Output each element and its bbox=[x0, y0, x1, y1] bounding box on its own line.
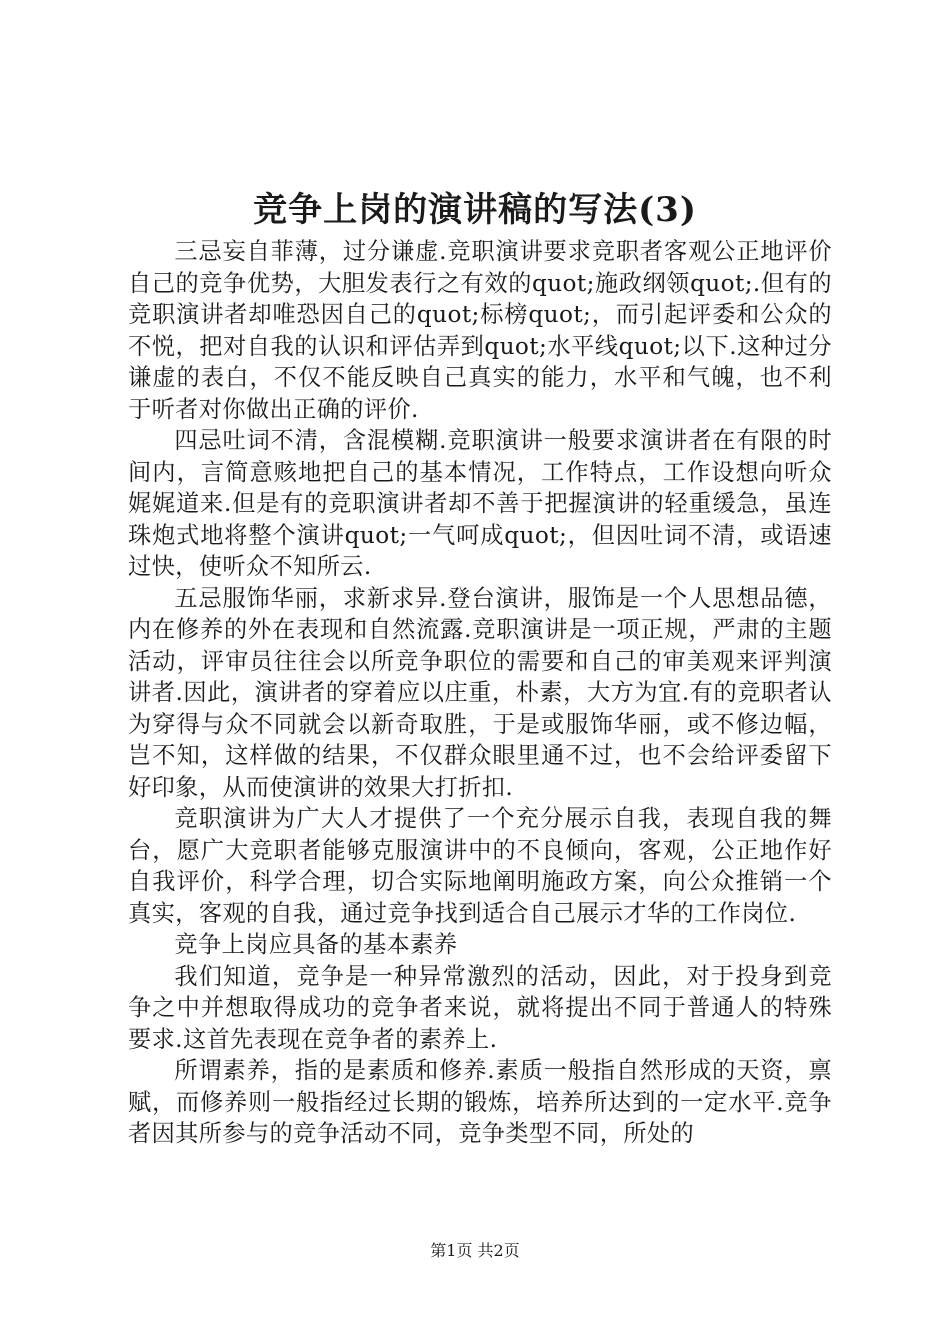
section-heading: 竞争上岗应具备的基本素养 bbox=[174, 931, 458, 958]
document-body bbox=[128, 236, 832, 1150]
paragraph-4: 竞职演讲为广大人才提供了一个充分展示自我，表现自我的舞台，愿广大竞职者能够克服演讲中的不良倾向，客观，公正地作好自我评价，科学合理，切合实际地阐明施政方案，向公众推销一个真实，客观的自我，通过竞争找到适合自己展示才华的工作岗位. bbox=[128, 805, 832, 927]
paragraph-1: 三忌妄自菲薄，过分谦虚.竞职演讲要求竞职者客观公正地评价自己的竞争优势，大胆发表行之有效的quot;施政纲领quot;.但有的竞职演讲者却唯恐因自己的quot;标榜quot;，而引起评委和公众的不悦，把对自我的认识和评估弄到quot;水平线quot;以下.这种过分谦虚的表白，不仅不能反映自己真实的能力，水平和气魄，也不利于听者对你做出正确的评价. bbox=[128, 238, 832, 423]
paragraph-5: 我们知道，竞争是一种异常激烈的活动，因此，对于投身到竞争之中并想取得成功的竞争者来说，就将提出不同于普通人的特殊要求.这首先表现在竞争者的素养上. bbox=[128, 962, 832, 1053]
paragraph-3: 五忌服饰华丽，求新求异.登台演讲，服饰是一个人思想品德，内在修养的外在表现和自然流露.竞职演讲是一项正规，严肃的主题活动，评审员往往会以所竞争职位的需要和自己的审美观来评判演讲者.因此，演讲者的穿着应以庄重，朴素，大方为宜.有的竞职者认为穿得与众不同就会以新奇取胜，于是或服饰华丽，或不修边幅，岂不知，这样做的结果，不仅群众眼里通不过，也不会给评委留下好印象，从而使演讲的效果大打折扣. bbox=[128, 584, 832, 801]
page-footer: 第1页 共2页 bbox=[430, 1241, 520, 1260]
paragraph-2: 四忌吐词不清，含混模糊.竞职演讲一般要求演讲者在有限的时间内，言简意赅地把自己的基本情况，工作特点，工作设想向听众娓娓道来.但是有的竞职演讲者却不善于把握演讲的轻重缓急，虽连珠炮式地将整个演讲quot;一气呵成quot;，但因吐词不清，或语速过快，使听众不知所云. bbox=[128, 427, 832, 580]
document-title: 竞争上岗的演讲稿的写法(3) bbox=[253, 190, 697, 230]
paragraph-6: 所谓素养，指的是素质和修养.素质一般指自然形成的天资，禀赋，而修养则一般指经过长期的锻炼，培养所达到的一定水平.竞争者因其所参与的竞争活动不同，竞争类型不同，所处的 bbox=[128, 1057, 832, 1147]
